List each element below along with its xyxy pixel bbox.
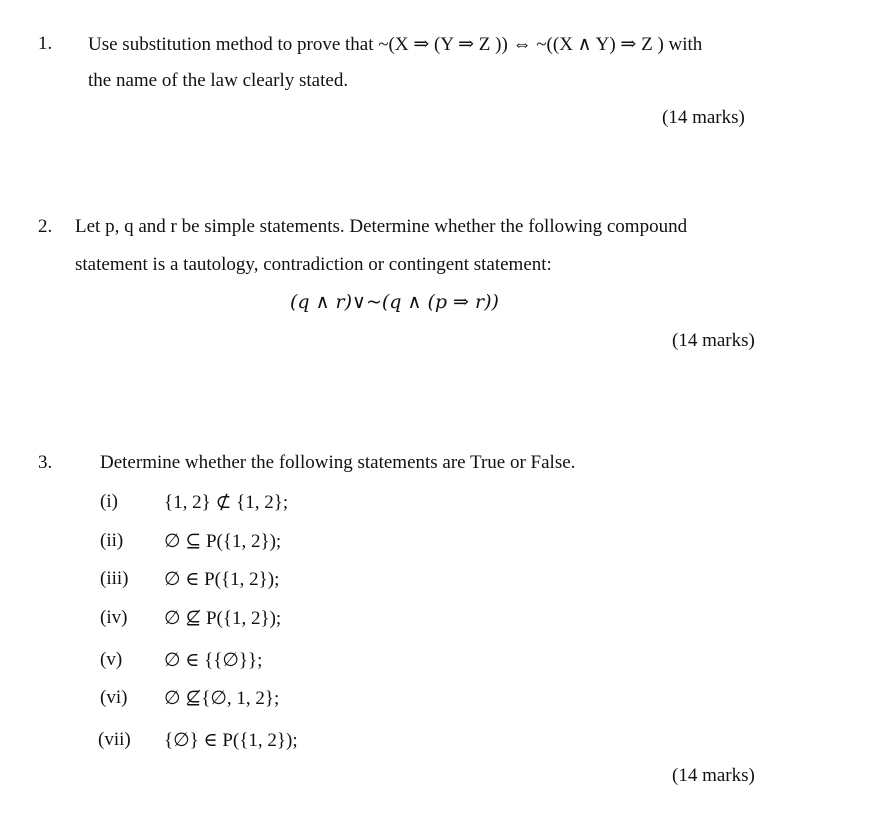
item-label-vii: (vii) <box>98 729 131 750</box>
question-1-number: 1. <box>38 33 53 54</box>
question-1-line-1: Use substitution method to prove that ~(X ⇒ (Y ⇒ Z )) ⇔ ~((X ∧ Y) ⇒ Z ) with <box>88 34 703 55</box>
item-statement-vi: ∅ ⊈{∅, 1, 2}; <box>164 688 280 709</box>
question-2-line-1: Let p, q and r be simple statements. Determine whether the following compound <box>75 216 688 237</box>
question-1-marks: (14 marks) <box>662 107 745 128</box>
question-3-intro: Determine whether the following statements are True or False. <box>100 452 576 473</box>
item-statement-vii: {∅} ∈ P({1, 2}); <box>164 730 298 751</box>
question-2-line-2: statement is a tautology, contradiction or contingent statement: <box>75 254 552 275</box>
item-label-iii: (iii) <box>100 568 129 589</box>
question-1-line-2: the name of the law clearly stated. <box>88 70 349 91</box>
question-3-number: 3. <box>38 452 53 473</box>
question-3-marks: (14 marks) <box>672 765 755 786</box>
question-2-formula: (q ∧ r)∨~(q ∧ (p ⇒ r)) <box>290 291 499 313</box>
item-label-ii: (ii) <box>100 530 124 551</box>
question-2-number: 2. <box>38 216 53 237</box>
item-statement-iii: ∅ ∈ P({1, 2}); <box>164 569 280 590</box>
item-statement-ii: ∅ ⊆ P({1, 2}); <box>164 531 282 552</box>
item-statement-i: {1, 2} ⊄ {1, 2}; <box>164 492 289 513</box>
item-label-i: (i) <box>100 491 118 512</box>
question-2-marks: (14 marks) <box>672 330 755 351</box>
item-statement-v: ∅ ∈ {{∅}}; <box>164 650 263 671</box>
item-label-vi: (vi) <box>100 687 128 708</box>
item-statement-iv: ∅ ⊈ P({1, 2}); <box>164 608 282 629</box>
item-label-v: (v) <box>100 649 123 670</box>
item-label-iv: (iv) <box>100 607 128 628</box>
